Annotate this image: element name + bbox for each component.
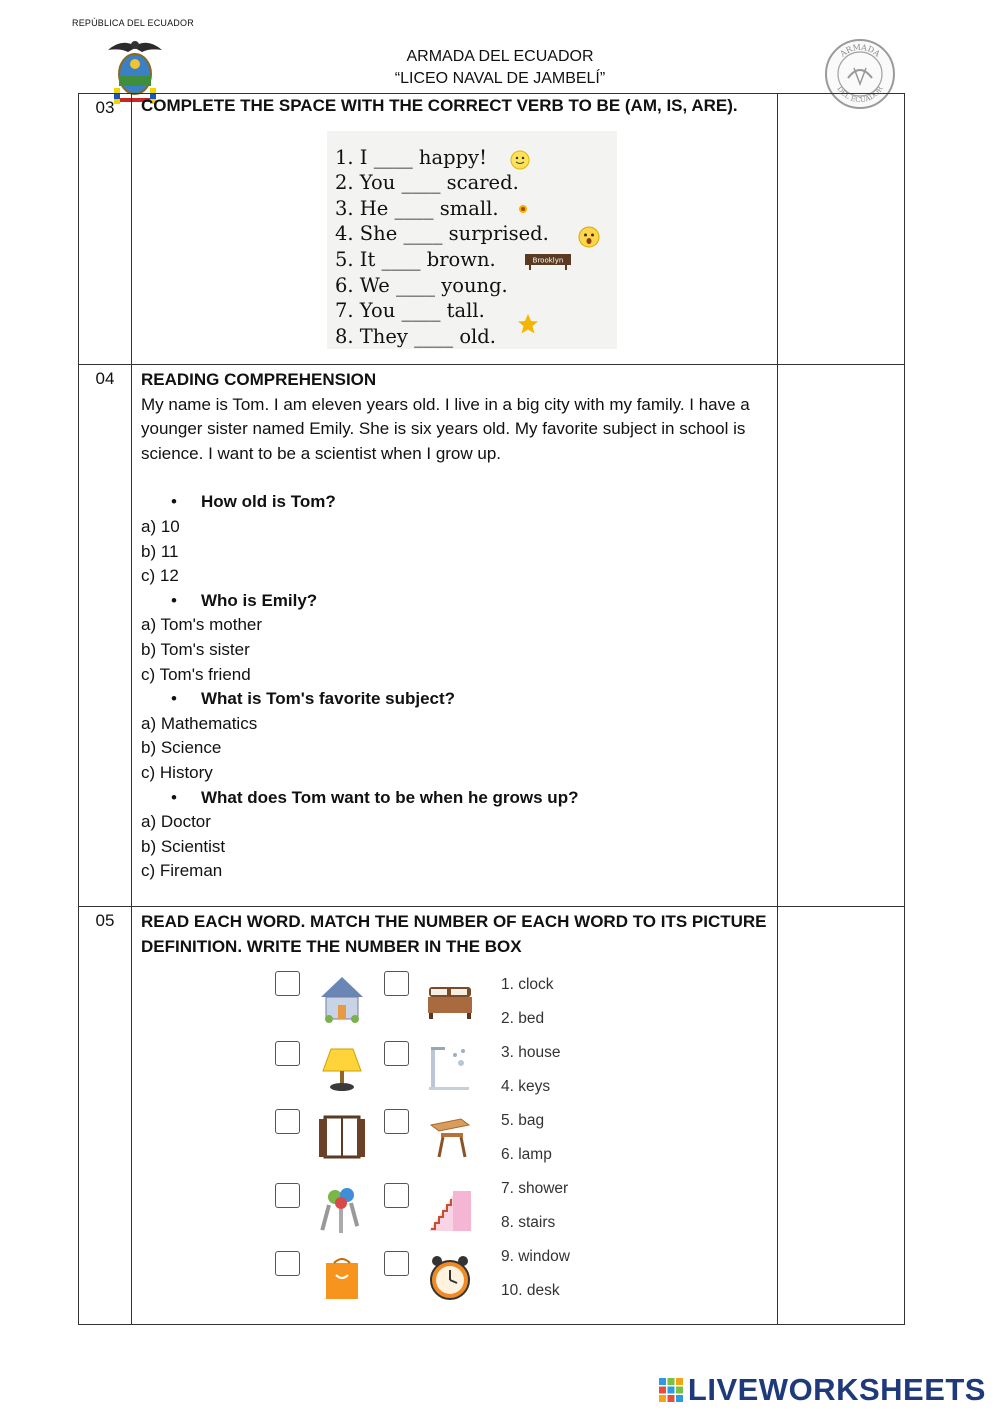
keys-icon — [317, 1185, 367, 1235]
section-05-content — [132, 907, 778, 1325]
answer-option[interactable]: a) Mathematics — [141, 713, 258, 733]
word-item: 7. shower — [501, 1180, 569, 1198]
question: • How old is Tom? — [141, 490, 769, 515]
country-label: REPÚBLICA DEL ECUADOR — [72, 18, 194, 28]
happy-face-icon — [509, 149, 531, 171]
brown-sign-icon — [523, 251, 573, 271]
answer-option[interactable]: b) 11 — [141, 541, 179, 561]
section-05-row — [79, 907, 905, 1325]
liveworksheets-logo — [658, 1372, 986, 1408]
word-item: 9. window — [501, 1248, 570, 1266]
house-icon — [317, 973, 367, 1023]
star-icon — [517, 313, 539, 335]
answer-option[interactable]: b) Science — [141, 738, 222, 758]
section-title: COMPLETE THE SPACE WITH THE CORRECT VERB TO BE (AM, IS, ARE). — [141, 96, 738, 115]
section-number: 03 — [79, 94, 132, 365]
answer-option[interactable]: b) Tom's sister — [141, 639, 250, 659]
section-number: 05 — [79, 907, 132, 1325]
word-item: 10. desk — [501, 1282, 560, 1300]
score-cell — [778, 94, 905, 365]
reading-passage: My name is Tom. I am eleven years old. I live in a big city with my family. I have a younger sister named Emily. She is six years old. My favorite subject in school is science. I want to be a scientist when I grow up. — [141, 394, 750, 463]
answer-option[interactable]: c) Fireman — [141, 861, 223, 881]
stairs-icon — [425, 1185, 475, 1235]
section-title: READ EACH WORD. MATCH THE NUMBER OF EACH WORD TO ITS PICTURE DEFINITION. WRITE THE NUMBER IN THE BOX — [141, 912, 767, 956]
section-title: READING COMPREHENSION — [141, 370, 377, 389]
question: • What does Tom want to be when he grows up? — [141, 786, 769, 811]
desk-icon — [425, 1111, 475, 1161]
word-item: 4. keys — [501, 1078, 551, 1096]
seal-text-bottom: DEL ECUADOR — [835, 85, 885, 105]
bag-icon — [317, 1253, 367, 1303]
answer-option[interactable]: a) Tom's mother — [141, 615, 263, 635]
worksheet-table — [78, 93, 905, 1325]
sentence: 6. We ____ young. — [335, 273, 508, 297]
surprised-face-icon — [577, 225, 601, 249]
sentence: 4. She ____ surprised. — [335, 222, 549, 246]
lamp-icon — [317, 1043, 367, 1093]
sign-text: Brooklyn — [532, 256, 564, 265]
section-03-row — [79, 94, 905, 365]
word-item: 5. bag — [501, 1112, 545, 1130]
answer-option[interactable]: a) Doctor — [141, 812, 211, 832]
word-item: 8. stairs — [501, 1214, 556, 1232]
score-cell — [778, 907, 905, 1325]
answer-box[interactable] — [275, 971, 300, 996]
answer-option[interactable]: c) 12 — [141, 566, 179, 586]
answer-option[interactable]: c) History — [141, 762, 213, 782]
answer-box[interactable] — [384, 1183, 409, 1208]
section-04-content — [132, 365, 778, 907]
answer-box[interactable] — [275, 1183, 300, 1208]
verb-exercise-image — [327, 131, 617, 349]
brand-name: LIVEWORKSHEETS — [687, 1372, 986, 1407]
word-item: 1. clock — [501, 976, 554, 994]
sentence: 5. It ____ brown. — [335, 247, 496, 271]
sentence: 8. They ____ old. — [335, 324, 496, 348]
liveworksheets-logo-icon — [658, 1377, 684, 1403]
answer-box[interactable] — [275, 1041, 300, 1066]
answer-box[interactable] — [384, 971, 409, 996]
answer-box[interactable] — [275, 1251, 300, 1276]
section-04-row — [79, 365, 905, 907]
word-item: 6. lamp — [501, 1146, 552, 1164]
small-flower-icon — [517, 203, 529, 215]
sentence: 7. You ____ tall. — [335, 299, 485, 323]
answer-option[interactable]: c) Tom's friend — [141, 664, 251, 684]
sentence: 3. He ____ small. — [335, 196, 499, 220]
institution-line-2: “LICEO NAVAL DE JAMBELÍ” — [394, 70, 606, 87]
sentence: 2. You ____ scared. — [335, 171, 519, 195]
answer-box[interactable] — [384, 1109, 409, 1134]
answer-option[interactable]: b) Scientist — [141, 836, 226, 856]
question: • What is Tom's favorite subject? — [141, 687, 769, 712]
answer-box[interactable] — [275, 1109, 300, 1134]
section-03-content — [132, 94, 778, 365]
answer-option[interactable]: a) 10 — [141, 516, 180, 536]
score-cell — [778, 365, 905, 907]
answer-box[interactable] — [384, 1041, 409, 1066]
institution-line-1: ARMADA DEL ECUADOR — [406, 48, 594, 65]
clock-icon — [425, 1253, 475, 1303]
shower-icon — [425, 1043, 475, 1093]
word-item: 2. bed — [501, 1010, 545, 1028]
matching-exercise — [141, 959, 769, 1309]
seal-text-top: ARMADA — [838, 42, 882, 59]
word-item: 3. house — [501, 1044, 561, 1062]
question: • Who is Emily? — [141, 589, 769, 614]
sentence: 1. I ____ happy! — [335, 145, 487, 169]
window-icon — [317, 1111, 367, 1161]
section-number: 04 — [79, 365, 132, 907]
answer-box[interactable] — [384, 1251, 409, 1276]
bed-icon — [425, 973, 475, 1023]
